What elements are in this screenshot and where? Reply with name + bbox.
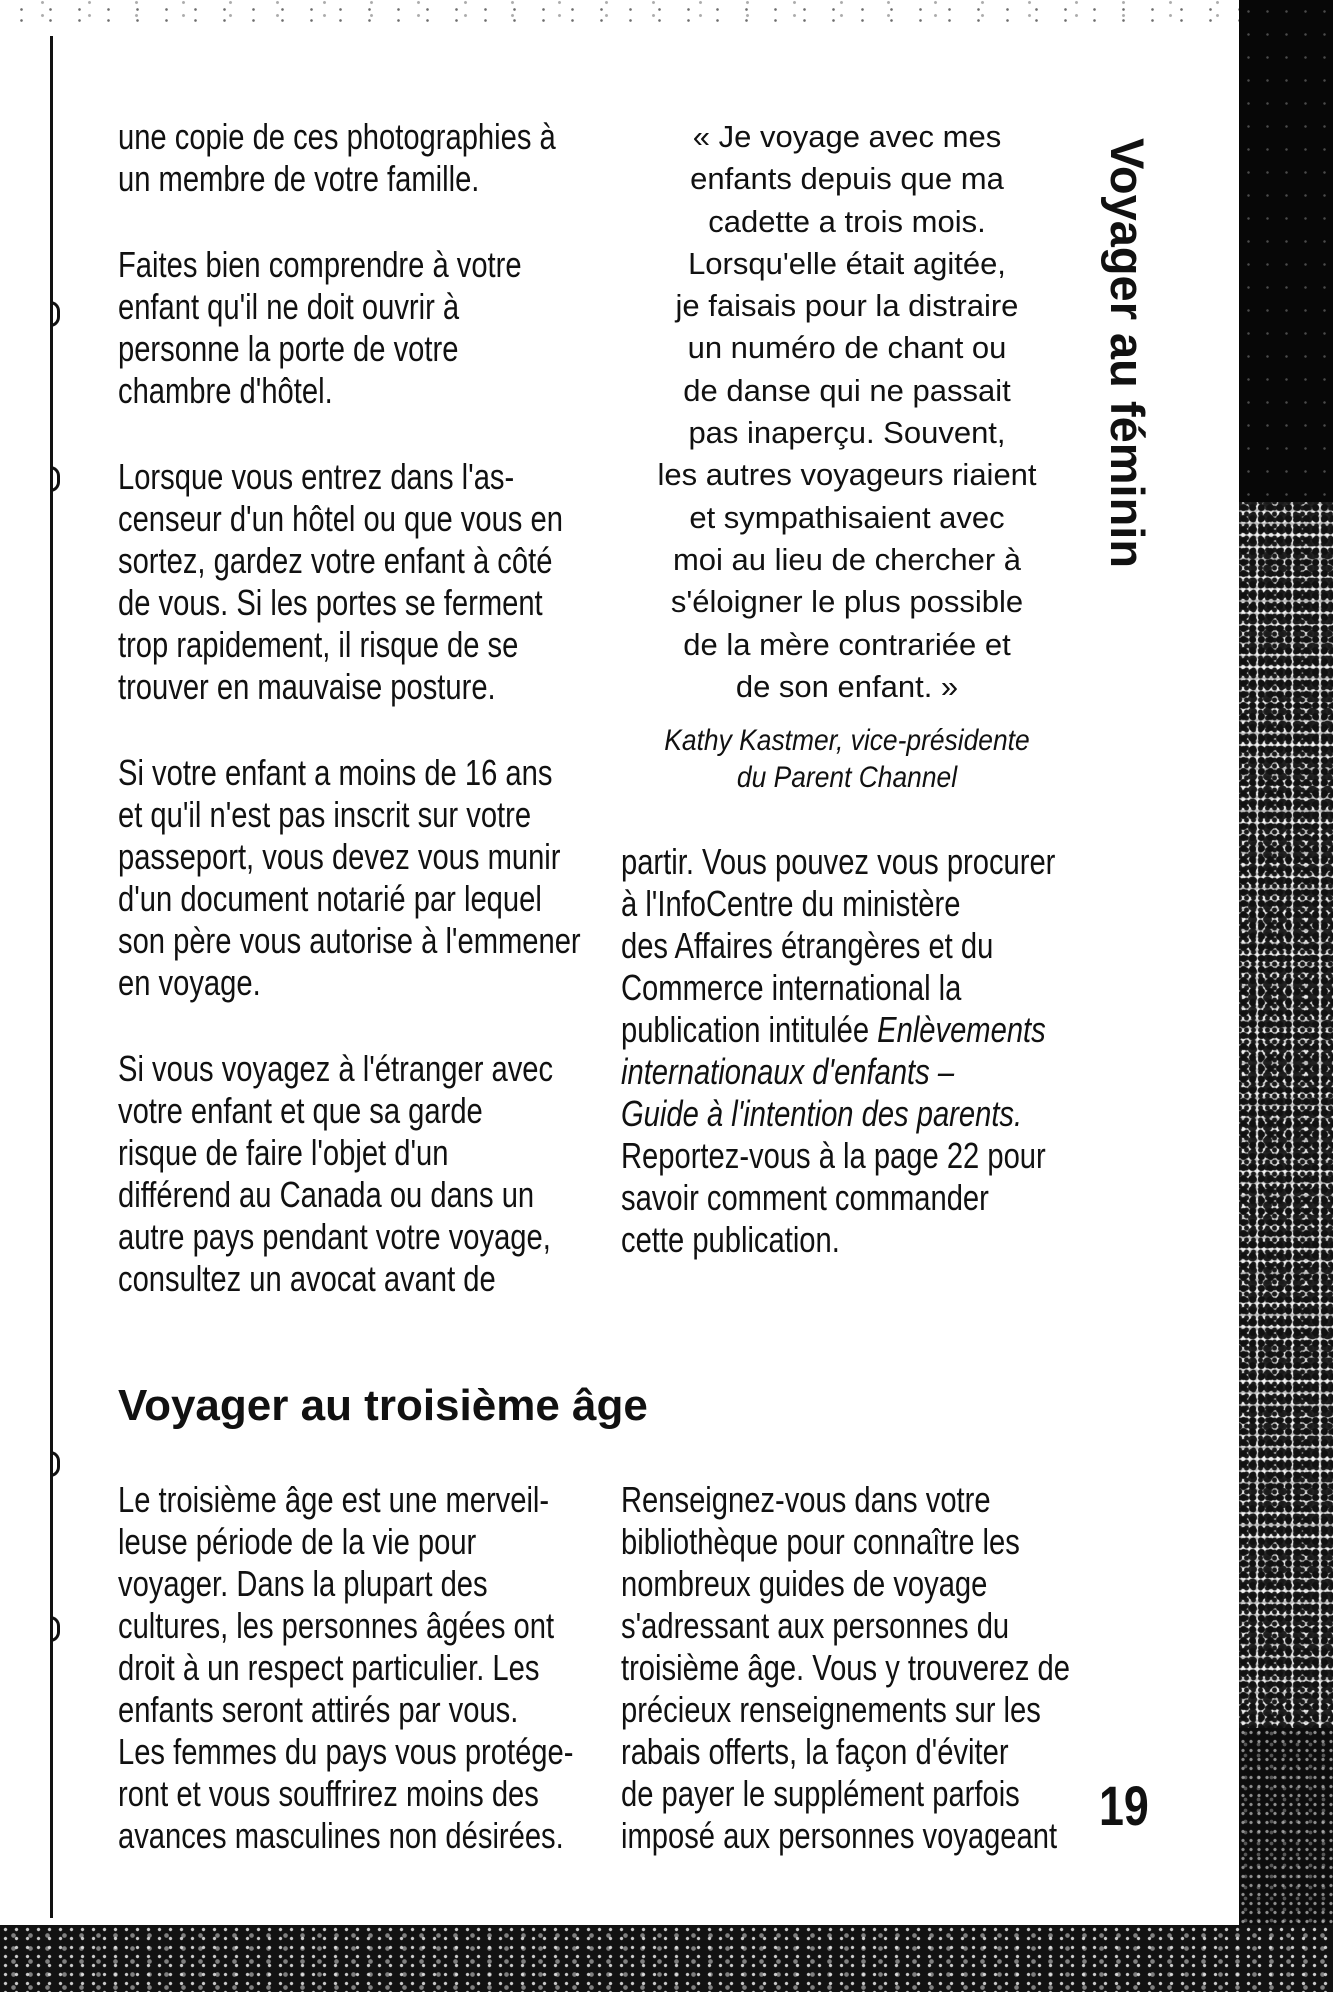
text-line: rabais offerts, la façon d'éviter bbox=[621, 1731, 1009, 1772]
text-line: droit à un respect particulier. Les bbox=[118, 1647, 540, 1688]
text-line: Lorsque vous entrez dans l'as- bbox=[118, 456, 515, 497]
text-line: une copie de ces photographies à bbox=[118, 116, 556, 157]
quote-line: cadette a trois mois. bbox=[708, 203, 986, 239]
text-line: s'adressant aux personnes du bbox=[621, 1605, 1010, 1646]
attribution-line: du Parent Channel bbox=[736, 761, 958, 794]
text-line: Si vous voyagez à l'étranger avec bbox=[118, 1048, 554, 1089]
text-line: autre pays pendant votre voyage, bbox=[118, 1216, 551, 1257]
page-number: 19 bbox=[1099, 1774, 1149, 1837]
text-line: avances masculines non désirées. bbox=[118, 1815, 564, 1856]
text-line bbox=[621, 1009, 1075, 1051]
quote-line: je faisais pour la distraire bbox=[675, 288, 1019, 324]
text-line: passeport, vous devez vous munir bbox=[118, 836, 561, 877]
text-line: voyager. Dans la plupart des bbox=[118, 1563, 488, 1604]
text-line: à l'InfoCentre du ministère bbox=[621, 883, 961, 924]
text-line: consultez un avocat avant de bbox=[118, 1258, 496, 1299]
text-line: enfants seront attirés par vous. bbox=[118, 1689, 519, 1730]
text-segment: publication intitulée bbox=[621, 1009, 870, 1050]
text-line: de vous. Si les portes se ferment bbox=[118, 582, 543, 623]
text-line: enfant qu'il ne doit ouvrir à bbox=[118, 286, 460, 327]
text-line: Faites bien comprendre à votre bbox=[118, 244, 522, 285]
text-line: Si votre enfant a moins de 16 ans bbox=[118, 752, 553, 793]
text-line: imposé aux personnes voyageant bbox=[621, 1815, 1058, 1856]
quote-line: de son enfant. » bbox=[735, 668, 959, 704]
scan-noise-top bbox=[0, 0, 1239, 26]
text-line: nombreux guides de voyage bbox=[621, 1563, 988, 1604]
text-line bbox=[621, 1093, 1075, 1135]
quote-line: de la mère contrariée et bbox=[683, 626, 1011, 662]
text-line: partir. Vous pouvez vous procurer bbox=[621, 841, 1056, 882]
section-right-column bbox=[621, 1479, 1075, 1857]
quote-attribution bbox=[647, 722, 1047, 796]
text-line: Renseignez-vous dans votre bbox=[621, 1479, 991, 1520]
quote-line: « Je voyage avec mes bbox=[692, 119, 1002, 154]
text-line: Les femmes du pays vous protége- bbox=[118, 1731, 574, 1772]
publication-title: internationaux d'enfants – bbox=[621, 1051, 955, 1092]
quote-line: de danse qui ne passait bbox=[683, 372, 1011, 408]
text-line: ront et vous souffrirez moins des bbox=[118, 1773, 539, 1814]
quote-line: les autres voyageurs riaient bbox=[657, 457, 1037, 493]
text-line: Commerce international la bbox=[621, 967, 962, 1008]
text-line: leuse période de la vie pour bbox=[118, 1521, 477, 1562]
text-line: et qu'il n'est pas inscrit sur votre bbox=[118, 794, 532, 835]
publication-title: Guide à l'intention des parents. bbox=[621, 1093, 1023, 1134]
quote-line: pas inaperçu. Souvent, bbox=[688, 415, 1006, 451]
quote-line: enfants depuis que ma bbox=[690, 161, 1004, 197]
text-line: personne la porte de votre bbox=[118, 328, 459, 369]
text-line: savoir comment commander bbox=[621, 1177, 989, 1218]
right-column bbox=[621, 841, 1075, 1261]
text-line: des Affaires étrangères et du bbox=[621, 925, 994, 966]
text-line: différend au Canada ou dans un bbox=[118, 1174, 535, 1215]
text-line: votre enfant et que sa garde bbox=[118, 1090, 483, 1131]
scan-border-right bbox=[1239, 0, 1333, 502]
quote-line: un numéro de chant ou bbox=[687, 330, 1007, 366]
section-heading: Voyager au troisième âge bbox=[118, 1381, 648, 1430]
publication-title: Enlèvements bbox=[877, 1009, 1046, 1050]
attribution-line: Kathy Kastmer, vice-présidente bbox=[664, 724, 1030, 757]
text-line: de payer le supplément parfois bbox=[621, 1773, 1020, 1814]
text-line: trouver en mauvaise posture. bbox=[118, 666, 496, 707]
text-line: cultures, les personnes âgées ont bbox=[118, 1605, 555, 1646]
text-line: Le troisième âge est une merveil- bbox=[118, 1479, 550, 1520]
quote-line: et sympathisaient avec bbox=[689, 499, 1005, 535]
paragraph bbox=[118, 244, 572, 412]
text-line: en voyage. bbox=[118, 962, 261, 1003]
quote-line: Lorsqu'elle était agitée, bbox=[688, 245, 1006, 281]
text-line: cette publication. bbox=[621, 1219, 840, 1260]
text-line: précieux renseignements sur les bbox=[621, 1689, 1041, 1730]
text-line bbox=[621, 1051, 1075, 1093]
scan-border-bottom bbox=[0, 1925, 1333, 1992]
quote-line: moi au lieu de chercher à bbox=[672, 541, 1022, 577]
text-line: risque de faire l'objet d'un bbox=[118, 1132, 449, 1173]
pull-quote bbox=[620, 116, 1074, 708]
text-line: un membre de votre famille. bbox=[118, 158, 480, 199]
text-line: censeur d'un hôtel ou que vous en bbox=[118, 498, 563, 539]
scan-border-right bbox=[1239, 1728, 1333, 1925]
text-line: bibliothèque pour connaître les bbox=[621, 1521, 1020, 1562]
scan-border-right-texture bbox=[1239, 502, 1333, 1728]
text-line: troisième âge. Vous y trouverez de bbox=[621, 1647, 1070, 1688]
paragraph bbox=[118, 1048, 572, 1300]
text-line: chambre d'hôtel. bbox=[118, 370, 333, 411]
paragraph bbox=[118, 116, 572, 200]
text-line: son père vous autorise à l'emmener bbox=[118, 920, 581, 961]
text-line: Reportez-vous à la page 22 pour bbox=[621, 1135, 1046, 1176]
text-line: trop rapidement, il risque de se bbox=[118, 624, 519, 665]
paragraph bbox=[118, 456, 572, 708]
text-line: sortez, gardez votre enfant à côté bbox=[118, 540, 553, 581]
side-title: Voyager au féminin bbox=[1101, 138, 1154, 569]
paragraph bbox=[118, 752, 581, 1004]
left-column bbox=[118, 116, 581, 1300]
text-line: d'un document notarié par lequel bbox=[118, 878, 542, 919]
section-left-column bbox=[118, 1479, 572, 1857]
quote-line: s'éloigner le plus possible bbox=[670, 584, 1024, 620]
